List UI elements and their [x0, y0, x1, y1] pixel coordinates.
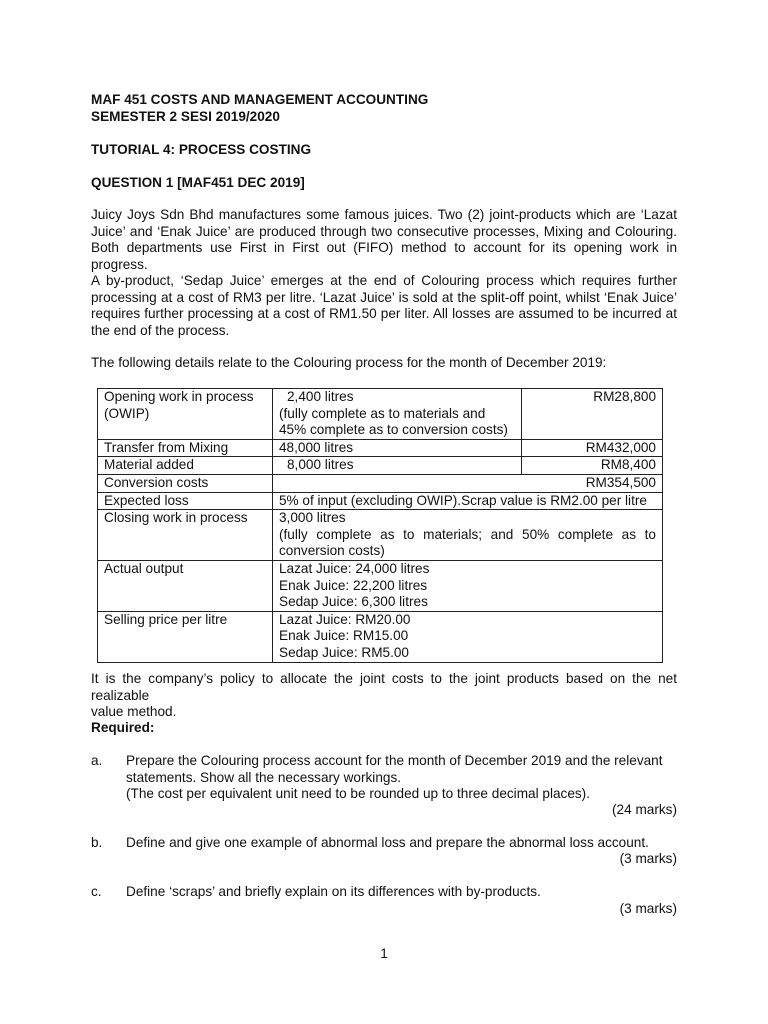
table-cell: RM8,400 — [522, 457, 663, 475]
intro-paragraph-2 — [91, 273, 677, 339]
text-line: requires further processing at a cost of RM1.50 per liter. All losses are assumed to be incurred at — [91, 306, 677, 322]
table-cell — [273, 510, 663, 561]
item-text — [126, 835, 677, 852]
table-cell — [98, 389, 273, 440]
item-text — [126, 884, 677, 901]
cell-text: Sedap Juice: RM5.00 — [279, 644, 409, 660]
table-row — [98, 560, 663, 611]
table-cell: RM432,000 — [522, 439, 663, 457]
intro-paragraph-1 — [91, 207, 677, 273]
process-details-table — [97, 388, 663, 663]
policy-paragraph — [91, 671, 677, 721]
text-line: processing at a cost of RM3 per litre. ‘Lazat Juice’ is sold at the split-off point, whilst ‘Enak Juice’ — [91, 289, 677, 305]
item-letter: a. — [91, 753, 103, 768]
table-cell: Closing work in process — [98, 510, 273, 561]
cell-text: (fully complete as to materials; and 50% complete as to — [279, 526, 656, 542]
text-line: Juice’ and ‘Enak Juice’ are produced through two consecutive processes, Mixing and Colouring. — [91, 223, 677, 239]
text-line: A by-product, ‘Sedap Juice’ emerges at the end of Colouring process which requires further — [91, 273, 677, 288]
table-row — [98, 389, 663, 440]
semester-title: SEMESTER 2 SESI 2019/2020 — [91, 109, 280, 124]
item-letter: c. — [91, 884, 102, 899]
text-line: the end of the process. — [91, 322, 230, 338]
cell-text: conversion costs) — [279, 543, 385, 559]
table-cell: 5% of input (excluding OWIP).Scrap value is RM2.00 per litre — [273, 492, 663, 510]
text-line: value method. — [91, 704, 177, 720]
text-line: Prepare the Colouring process account for the month of December 2019 and the relevant — [126, 753, 663, 768]
cell-text: (OWIP) — [104, 405, 150, 421]
text-line: Define and give one example of abnormal loss and prepare the abnormal loss account. — [126, 835, 649, 850]
table-cell — [273, 560, 663, 611]
table-cell — [273, 457, 522, 475]
cell-text: Enak Juice: RM15.00 — [279, 628, 409, 644]
table-cell: RM354,500 — [273, 474, 663, 492]
table-cell: Conversion costs — [98, 474, 273, 492]
intro-paragraph-3 — [91, 355, 677, 372]
table-cell: RM28,800 — [522, 389, 663, 440]
cell-text: 45% complete as to conversion costs) — [279, 422, 508, 438]
table-cell: 48,000 litres — [273, 439, 522, 457]
marks-label: (3 marks) — [619, 901, 677, 916]
marks-label: (24 marks) — [612, 802, 677, 817]
page-number: 1 — [380, 946, 388, 961]
table-row — [98, 439, 663, 457]
required-heading: Required: — [91, 720, 155, 735]
item-text — [126, 753, 677, 803]
cell-text: Enak Juice: 22,200 litres — [279, 577, 428, 593]
table-row — [98, 611, 663, 662]
text-line: Define ‘scraps’ and briefly explain on its differences with by-products. — [126, 884, 541, 899]
cell-text: 8,000 litres — [287, 457, 354, 473]
table-row — [98, 457, 663, 475]
cell-text: Lazat Juice: 24,000 litres — [279, 560, 430, 576]
cell-text: 2,400 litres — [287, 389, 354, 404]
cell-text: Sedap Juice: 6,300 litres — [279, 594, 428, 610]
table-cell: Transfer from Mixing — [98, 439, 273, 457]
cell-text: Lazat Juice: RM20.00 — [279, 611, 411, 627]
course-title: MAF 451 COSTS AND MANAGEMENT ACCOUNTING — [91, 92, 429, 107]
text-line: (The cost per equivalent unit need to be rounded up to three decimal places). — [126, 786, 590, 802]
cell-text: 3,000 litres — [279, 510, 346, 526]
text-line: It is the company’s policy to allocate the joint costs to the joint products based on the net realizable — [91, 671, 677, 703]
text-line: Juicy Joys Sdn Bhd manufactures some famous juices. Two (2) joint-products which are ‘Lazat — [91, 207, 677, 222]
table-cell: Actual output — [98, 560, 273, 611]
cell-text: (fully complete as to materials and — [279, 405, 486, 421]
table-cell — [273, 611, 663, 662]
text-line: Both departments use First in First out (FIFO) method to account for its opening work in progress. — [91, 240, 677, 272]
table-cell: Selling price per litre — [98, 611, 273, 662]
table-row — [98, 474, 663, 492]
table-row — [98, 510, 663, 561]
tutorial-title: TUTORIAL 4: PROCESS COSTING — [91, 142, 312, 157]
marks-label: (3 marks) — [619, 851, 677, 866]
question-title: QUESTION 1 [MAF451 DEC 2019] — [91, 175, 305, 190]
table-cell: Expected loss — [98, 492, 273, 510]
cell-text: Opening work in process — [104, 389, 254, 404]
item-letter: b. — [91, 835, 103, 850]
table-row — [98, 492, 663, 510]
text-line: statements. Show all the necessary workings. — [126, 769, 402, 785]
text-line: The following details relate to the Colouring process for the month of December 2019: — [91, 355, 607, 370]
table-cell — [273, 389, 522, 440]
table-cell: Material added — [98, 457, 273, 475]
